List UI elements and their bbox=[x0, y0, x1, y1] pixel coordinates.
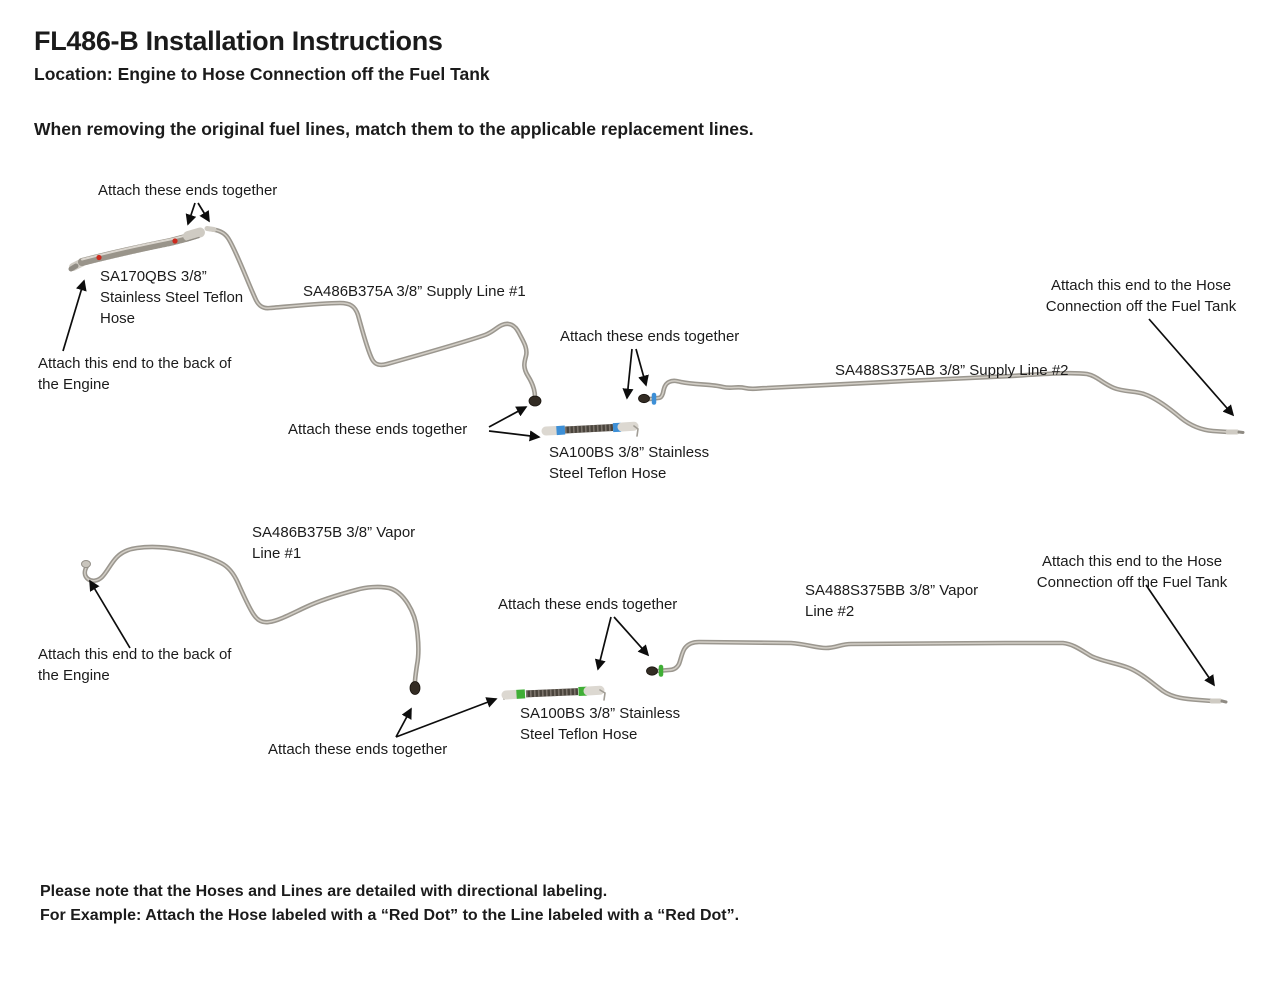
hose-cone-fitting bbox=[188, 233, 200, 237]
label-attach-ends-3: Attach these ends together bbox=[288, 421, 468, 438]
arrow bbox=[489, 407, 526, 427]
blue-band bbox=[557, 430, 566, 431]
part-desc: Line #2 bbox=[805, 603, 855, 620]
part-desc: Stainless Steel Teflon bbox=[100, 289, 244, 306]
part-number: SA488S375BB 3/8” Vapor bbox=[805, 582, 979, 599]
part-desc: Steel Teflon Hose bbox=[549, 465, 667, 482]
arrow bbox=[489, 431, 539, 437]
part-number: SA486B375B 3/8” Vapor bbox=[252, 524, 416, 541]
label-attach-ends-5: Attach these ends together bbox=[498, 596, 678, 613]
arrow bbox=[198, 203, 209, 221]
green-band bbox=[517, 694, 526, 695]
arrow bbox=[636, 349, 646, 385]
tube bbox=[210, 229, 535, 397]
vapor-line-2 bbox=[647, 642, 1227, 702]
part-desc: Steel Teflon Hose bbox=[520, 726, 638, 743]
part-number: SA100BS 3/8” Stainless bbox=[549, 444, 710, 461]
open-end-fitting bbox=[82, 561, 91, 568]
red-dot-marker bbox=[96, 255, 101, 260]
arrow bbox=[396, 699, 496, 737]
end-fitting-dark bbox=[529, 396, 541, 406]
tube bbox=[657, 642, 1212, 701]
tube-highlight bbox=[657, 642, 1212, 701]
label-supply-line-1: SA486B375A 3/8” Supply Line #1 bbox=[303, 283, 526, 300]
part-number: SA100BS 3/8” Stainless bbox=[520, 705, 681, 722]
arrow bbox=[614, 617, 648, 655]
label-sa100bs-hose-bottom bbox=[520, 703, 680, 745]
label-vapor-line-2 bbox=[805, 580, 978, 622]
part-number: SA170QBS 3/8” bbox=[100, 268, 207, 285]
arrow bbox=[188, 203, 195, 224]
end-fitting-tip bbox=[1222, 701, 1226, 702]
label-attach-ends-2: Attach these ends together bbox=[560, 328, 740, 345]
hose-bracket bbox=[588, 690, 600, 691]
label-attach-ends-4: Attach these ends together bbox=[268, 741, 448, 758]
label-sa170qbs-hose bbox=[100, 266, 243, 329]
hose-bracket bbox=[622, 426, 634, 427]
page-title: FL486-B Installation Instructions bbox=[34, 26, 443, 56]
label-attach-engine-2: Attach this end to the back of the Engine bbox=[38, 646, 232, 684]
tube bbox=[650, 373, 1228, 432]
note-red-dot-example: For Example: Attach the Hose labeled with a “Red Dot” to the Line labeled with a “Red Dot”. bbox=[40, 907, 740, 924]
end-fitting-dark bbox=[639, 394, 650, 402]
tube-highlight bbox=[650, 373, 1228, 432]
note-directional-labeling: Please note that the Hoses and Lines are detailed with directional labeling. bbox=[40, 883, 608, 900]
supply-line-1 bbox=[207, 229, 541, 407]
arrow bbox=[627, 349, 632, 398]
arrow bbox=[598, 617, 611, 669]
label-vapor-line-1 bbox=[252, 522, 415, 564]
instruction-text: When removing the original fuel lines, match them to the applicable replacement lines. bbox=[34, 119, 754, 139]
sa100bs-hose-bottom bbox=[504, 690, 605, 700]
end-fitting-dark bbox=[647, 667, 658, 675]
end-fitting-dark bbox=[410, 682, 420, 695]
arrow bbox=[1146, 585, 1214, 685]
arrow bbox=[90, 581, 130, 648]
hose-bracket bbox=[506, 694, 516, 695]
open-end-fitting bbox=[207, 229, 214, 230]
hose-fitting-edge bbox=[71, 266, 76, 269]
red-dot-marker bbox=[172, 238, 177, 243]
label-attach-tank-2: Attach this end to the Hose Connection off the Fuel Tank bbox=[1036, 553, 1228, 591]
location-subtitle: Location: Engine to Hose Connection off the Fuel Tank bbox=[34, 64, 490, 84]
label-attach-tank-1: Attach this end to the Hose Connection off the Fuel Tank bbox=[1045, 277, 1237, 315]
label-attach-ends-1: Attach these ends together bbox=[98, 182, 278, 199]
sa170qbs-hose bbox=[71, 233, 200, 270]
part-desc: Hose bbox=[100, 310, 136, 327]
end-fitting-tip bbox=[1239, 432, 1243, 433]
supply-line-2 bbox=[639, 373, 1244, 432]
label-attach-engine-1: Attach this end to the back of the Engine bbox=[38, 355, 232, 393]
label-sa100bs-hose-top bbox=[549, 442, 709, 484]
sa100bs-hose-top bbox=[546, 426, 638, 436]
label-supply-line-2: SA488S375AB 3/8” Supply Line #2 bbox=[835, 362, 1069, 379]
part-desc: Line #1 bbox=[252, 545, 302, 562]
arrow bbox=[63, 281, 84, 351]
tube-highlight bbox=[210, 229, 535, 397]
hose-bracket bbox=[546, 431, 556, 432]
